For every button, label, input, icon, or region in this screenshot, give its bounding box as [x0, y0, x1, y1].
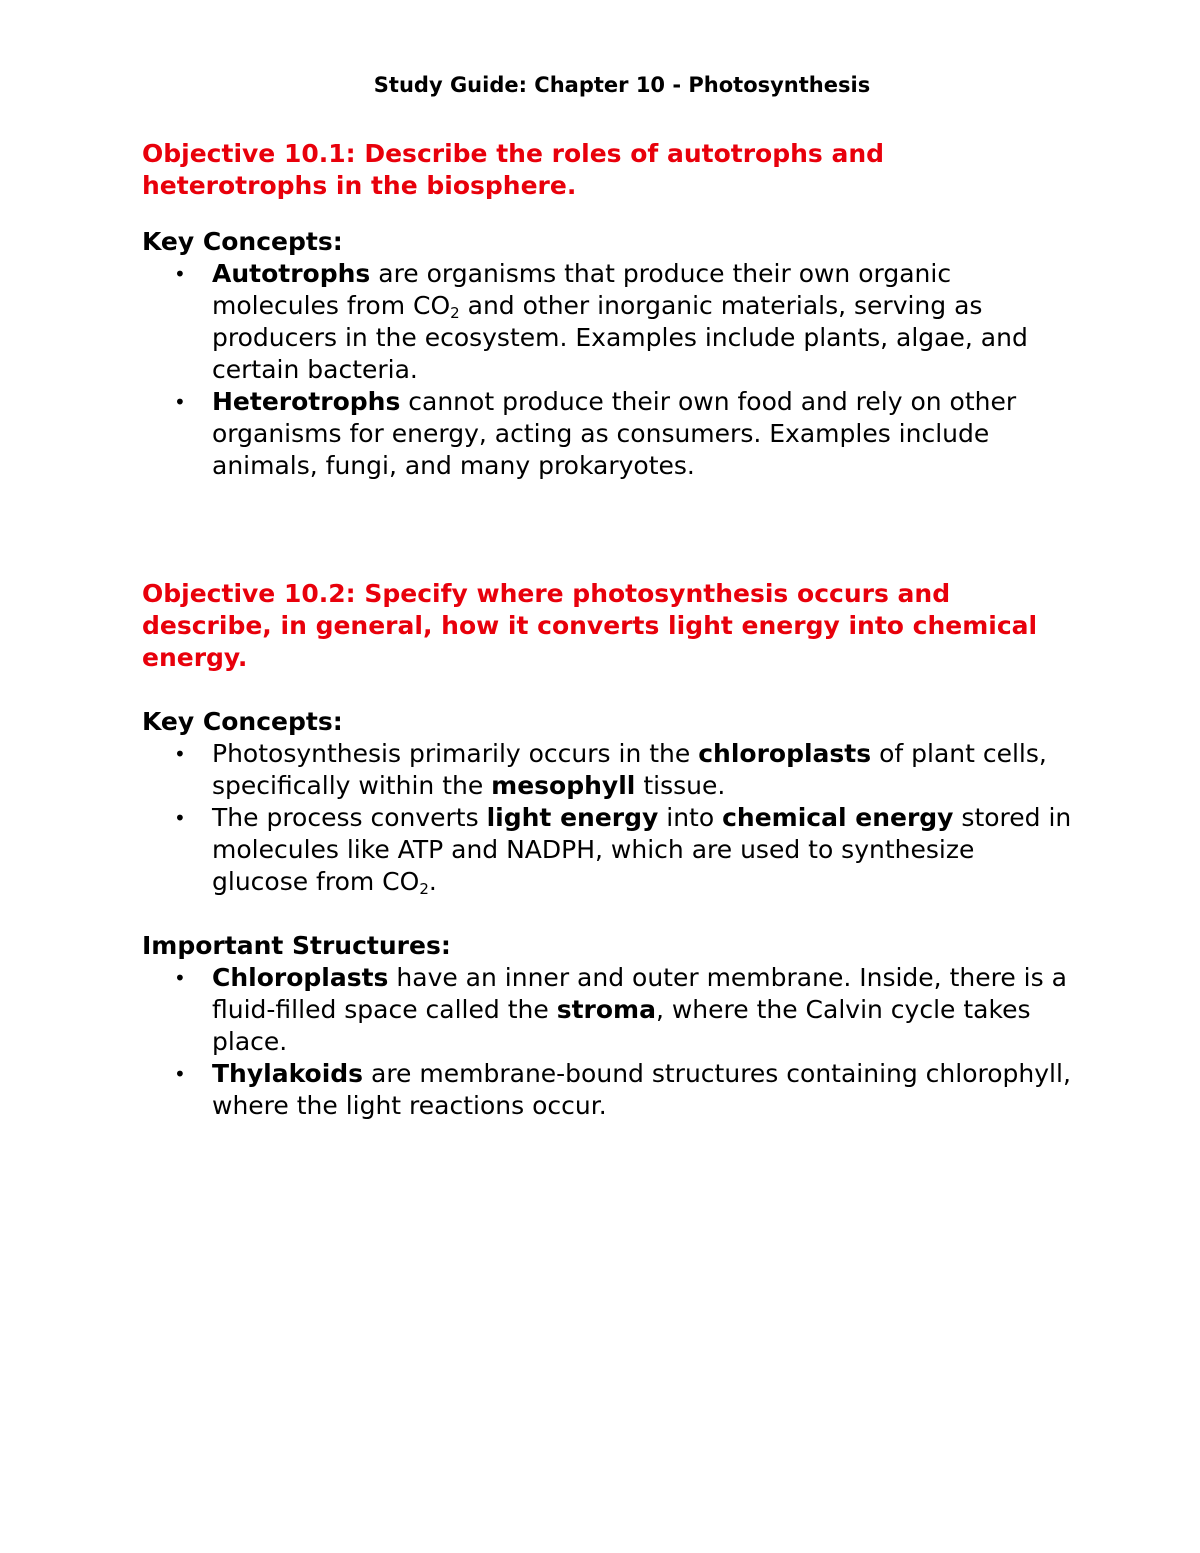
- bullet-icon: •: [174, 966, 186, 990]
- objective-10-1-concepts-list: [142, 258, 1072, 482]
- document-page: [142, 68, 1072, 1122]
- key-concepts-label: Key Concepts:: [142, 707, 343, 736]
- structures-list: [142, 962, 1072, 1122]
- objective-10-1-heading: Objective 10.1: Describe the roles of autotrophs and heterotrophs in the biosphere.: [142, 139, 885, 200]
- list-item-heterotrophs: • Heterotrophs cannot produce their own food and rely on other organisms for energy, acting as consumers. Examples include animals, fungi, and many prokaryotes.: [174, 387, 1017, 480]
- bullet-icon: •: [174, 806, 186, 830]
- important-structures-label: Important Structures:: [142, 931, 451, 960]
- document-title: Study Guide: Chapter 10 - Photosynthesis: [373, 73, 871, 97]
- list-item-photosynthesis-location: • Photosynthesis primarily occurs in the chloroplasts of plant cells, specifically within the mesophyll tissue.: [174, 739, 1047, 800]
- bullet-icon: •: [174, 742, 186, 766]
- bullet-icon: •: [174, 1062, 186, 1086]
- bullet-icon: •: [174, 262, 186, 286]
- term-autotrophs: Autotrophs: [212, 259, 371, 288]
- objective-10-2-concepts-list: [142, 738, 1072, 898]
- list-item-chloroplasts: • Chloroplasts have an inner and outer membrane. Inside, there is a fluid-filled space called the stroma, where the Calvin cycle takes place.: [174, 963, 1067, 1056]
- bullet-icon: •: [174, 390, 186, 414]
- list-item-autotrophs: • Autotrophs are organisms that produce their own organic molecules from $CO_2$ and other inorganic materials, serving as producers in the ecosystem. Examples include plants, algae, and certain bacteria.: [174, 259, 1028, 384]
- term-heterotrophs: Heterotrophs: [212, 387, 401, 416]
- objective-10-2-heading: Objective 10.2: Specify where photosynthesis occurs and describe, in general, how it converts light energy into chemical energy.: [142, 579, 1038, 672]
- list-item-energy-conversion: • The process converts light energy into chemical energy stored in molecules like ATP and NADPH, which are used to synthesize glucose from $CO_2$.: [174, 803, 1072, 898]
- key-concepts-label: Key Concepts:: [142, 227, 343, 256]
- list-item-thylakoids: • Thylakoids are membrane-bound structures containing chlorophyll, where the light reactions occur.: [174, 1059, 1071, 1120]
